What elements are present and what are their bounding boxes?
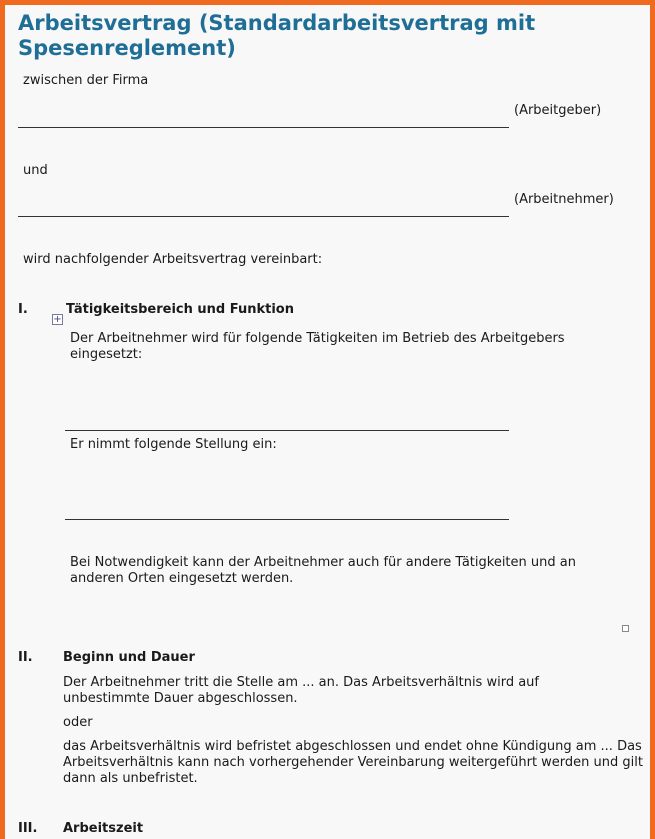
section-3-heading: Arbeitszeit	[63, 821, 144, 836]
section-3-number: III.	[18, 821, 38, 836]
section-1-paragraph-2: Er nimmt folgende Stellung ein:	[70, 437, 277, 452]
employee-blank-line[interactable]	[18, 216, 509, 217]
section-2-paragraph-1: Der Arbeitnehmer tritt die Stelle am ... an. Das Arbeitsverhältnis wird auf unbestimmte Dauer abgeschlossen.	[63, 675, 539, 706]
section-1-paragraph-3: Bei Notwendigkeit kann der Arbeitnehmer auch für andere Tätigkeiten und an anderen Orten eingesetzt werden.	[70, 555, 576, 586]
section-2-heading: Beginn und Dauer	[63, 650, 195, 665]
employee-label: (Arbeitnehmer)	[514, 192, 614, 207]
move-handle-icon[interactable]: +	[53, 314, 62, 325]
position-blank-line[interactable]	[65, 519, 509, 520]
activities-blank-line[interactable]	[65, 430, 509, 431]
section-1-heading: Tätigkeitsbereich und Funktion	[66, 302, 294, 317]
section-2-paragraph-2: oder	[63, 715, 93, 730]
employer-blank-line[interactable]	[18, 127, 509, 128]
and-text: und	[23, 163, 48, 178]
document-title: Arbeitsvertrag (Standardarbeitsvertrag mit Spesenreglement)	[18, 11, 536, 60]
resize-handle-icon[interactable]	[622, 625, 629, 632]
section-1-paragraph-1: Der Arbeitnehmer wird für folgende Tätigkeiten im Betrieb des Arbeitgebers eingesetzt:	[70, 331, 565, 362]
section-1-number: I.	[18, 302, 28, 317]
section-2-number: II.	[18, 650, 33, 665]
agreement-text: wird nachfolgender Arbeitsvertrag vereinbart:	[23, 252, 323, 267]
employer-label: (Arbeitgeber)	[514, 103, 602, 118]
document-page	[5, 5, 650, 839]
between-text: zwischen der Firma	[23, 73, 149, 88]
section-2-paragraph-3: das Arbeitsverhältnis wird befristet abgeschlossen und endet ohne Kündigung am ... Das Arbeitsverhältnis kann nach vorhergehender Vereinbarung weitergeführt werden und gilt dann als unbefristet.	[63, 739, 643, 786]
